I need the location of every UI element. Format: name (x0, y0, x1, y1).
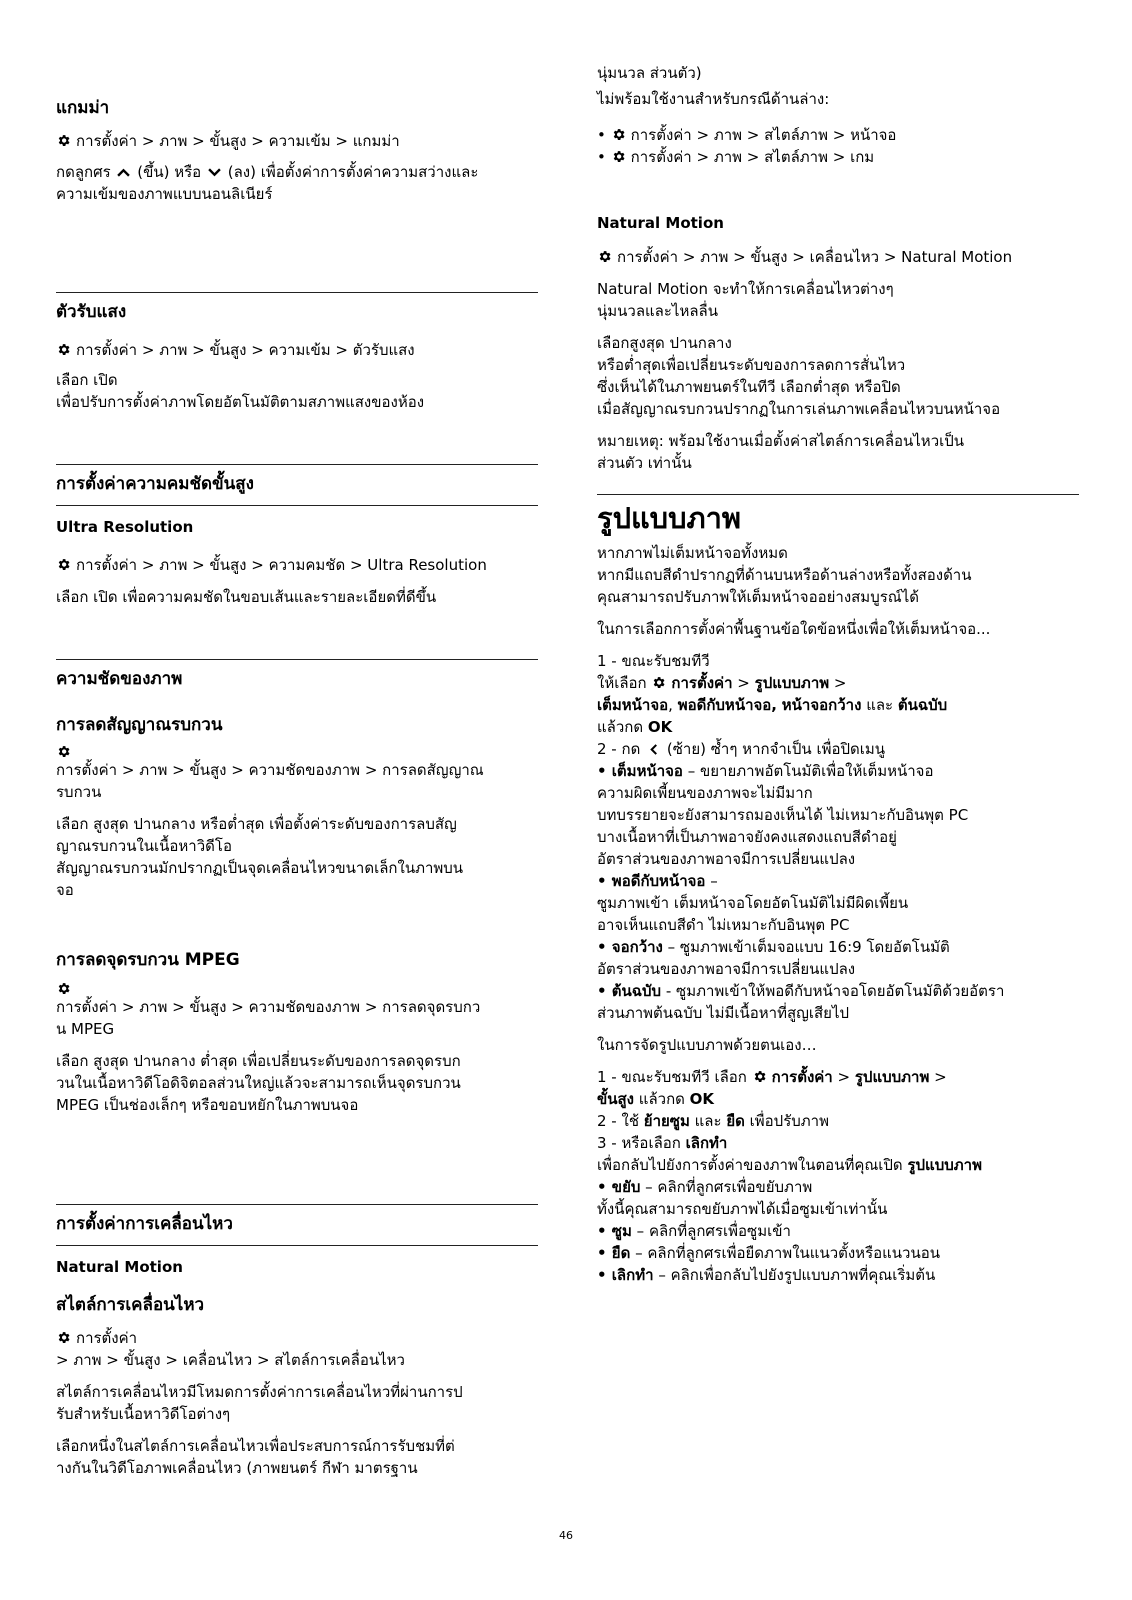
light-sensor-description: เลือก เปิด เพื่อปรับการตั้งค่าภาพโดยอัตโนมัติตามสภาพแสงของห้อง (56, 371, 425, 411)
gear-icon (611, 149, 626, 164)
section-title: การตั้งค่าความคมชัดขั้นสูง (56, 473, 538, 506)
settings-path: การตั้งค่า > ภาพ > ขั้นสูง > ความเข้ม > ตัวรับแสง (56, 339, 538, 361)
gear-icon (597, 249, 612, 264)
settings-path: การตั้งค่า > ภาพ > ขั้นสูง > ความเข้ม > แกมม่า (56, 130, 538, 152)
left-column (56, 62, 538, 1479)
motion-style-description: สไตล์การเคลื่อนไหวมีโหมดการตั้งค่าการเคลื่อนไหวที่ผ่านการป รับสำหรับเนื้อหาวิดีโอต่างๆ (56, 1383, 463, 1423)
subsection-title-noise: การลดสัญญาณรบกวน (56, 715, 223, 735)
motion-style-title: สไตล์การเคลื่อนไหว (56, 1295, 205, 1315)
chevron-left-icon (647, 744, 660, 755)
page-title: รูปแบบภาพ (597, 501, 742, 535)
settings-path: การตั้งค่า > ภาพ > ขั้นสูง > ความคมชัด > Ultra Resolution (56, 554, 538, 576)
settings-path: การตั้งค่า > ภาพ > ขั้นสูง > ความชัดของภาพ > การลดสัญญาณ รบกวน (56, 744, 538, 803)
natural-motion-description: Natural Motion จะทำให้การเคลื่อนไหวต่างๆ นุ่มนวลและไหลลื่น (597, 280, 894, 320)
gamma-description: กดลูกศร (ขึ้น) หรือ (ลง) เพื่อตั้งค่าการตั้งค่าความสว่างและ ความเข้มของภาพแบบนอนลิเนียร์ (56, 163, 479, 203)
sharpness-description: เลือก เปิด เพื่อความคมชัดในขอบเส้นและรายละเอียดที่ดีขึ้น (56, 588, 437, 606)
subsection-title-mpeg: การลดจุดรบกวน MPEG (56, 950, 240, 970)
gear-icon (611, 127, 626, 142)
section-natural-motion (597, 212, 1079, 494)
subsection-title: Natural Motion (597, 214, 724, 232)
section-title: ความชัดของภาพ (56, 669, 183, 689)
gear-icon (56, 557, 71, 572)
section-picture-format (597, 494, 1079, 1286)
gear-icon (651, 675, 666, 690)
right-column (597, 62, 1079, 1286)
format-basic-steps: 1 - ขณะรับชมทีวี ให้เลือก การตั้งค่า > รูปแบบภาพ > เต็มหน้าจอ, พอดีกับหน้าจอ, หน้าจอกว้าง และ ต้นฉบับ แล้วกด OK 2 - กด (ซ้าย) ซ้ำๆ หากจำเป็น เพื่อปิดเมนู • เต็มหน้าจอ – ขยายภาพอัตโนมัติเพื่อให้เต็มหน้าจอ ความผิดเพี้ยนของภาพจะไม่มีมาก บทบรรยายจะยังสามารถมองเห็นได้ ไม่เหมาะกับอินพุต PC บางเนื้อหาที่เป็นภาพอาจยังคงแสดงแถบสีดำอยู่ อัตราส่วนของภาพอาจมีการเปลี่ยนแปลง • พอดีกับหน้าจอ – ซูมภาพเข้า เต็มหน้าจอโดยอัตโนมัติไม่มีผิดเพี้ยน อาจเห็นแถบสีดำ ไม่เหมาะกับอินพุต PC • จอกว้าง – ซูมภาพเข้าเต็มจอแบบ 16:9 โดยอัตโนมัติ อัตราส่วนของภาพอาจมีการเปลี่ยนแปลง • ต้นฉบับ - ซูมภาพเข้าให้พอดีกับหน้าจอโดยอัตโนมัติด้วยอัตรา ส่วนภาพต้นฉบับ ไม่มีเนื้อหาที่สูญเสียไป (597, 652, 1005, 1022)
noise-description: เลือก สูงสุด ปานกลาง หรือต่ำสุด เพื่อตั้งค่าระดับของการลบสัญ ญาณรบกวนในเนื้อหาวิดีโอ สัญญาณรบกวนมักปรากฏเป็นจุดเคลื่อนไหวขนาดเล็กในภาพบน จอ (56, 815, 464, 899)
section-title: ตัวรับแสง (56, 302, 127, 322)
section-title: แกมม่า (56, 98, 110, 118)
format-intro: หากภาพไม่เต็มหน้าจอทั้งหมด หากมีแถบสีดำปรากฏที่ด้านบนหรือด้านล่างหรือทั้งสองด้าน คุณสามารถปรับภาพให้เต็มหน้าจออย่างสมบูรณ์ได้ (597, 544, 972, 606)
gear-icon (752, 1069, 767, 1084)
gear-icon (56, 1330, 71, 1345)
natural-motion-note: หมายเหตุ: พร้อมใช้งานเมื่อตั้งค่าสไตล์การเคลื่อนไหวเป็น ส่วนตัว เท่านั้น (597, 432, 965, 472)
gear-icon (56, 342, 71, 357)
settings-path: การตั้งค่า > ภาพ > ขั้นสูง > เคลื่อนไหว > สไตล์การเคลื่อนไหว (56, 1329, 405, 1369)
mpeg-description: เลือก สูงสุด ปานกลาง ต่ำสุด เพื่อเปลี่ยนระดับของการลดจุดรบก วนในเนื้อหาวิดีโอดิจิตอลส่วนใหญ่แล้วจะสามารถเห็นจุดรบกวน MPEG เป็นช่องเล็กๆ หรือขอบหยักในภาพบนจอ (56, 1052, 461, 1114)
section-title: การตั้งค่าการเคลื่อนไหว (56, 1213, 538, 1246)
gear-icon (56, 981, 71, 996)
page-number: 46 (559, 1529, 573, 1542)
section-picture-clarity (56, 659, 538, 1204)
settings-path: การตั้งค่า > ภาพ > ขั้นสูง > ความชัดของภาพ > การลดจุดรบกว น MPEG (56, 981, 538, 1040)
section-gamma (56, 62, 538, 292)
format-basic-intro: ในการเลือกการตั้งค่าพื้นฐานข้อใดข้อหนึ่งเพื่อให้เต็มหน้าจอ... (597, 620, 991, 638)
section-advanced-sharpness (56, 464, 538, 659)
section-light-sensor (56, 292, 538, 464)
motion-style-description-2: เลือกหนึ่งในสไตล์การเคลื่อนไหวเพื่อประสบการณ์การรับชมที่ต่ างกันในวิดีโอภาพเคลื่อนไหว (ภาพยนตร์ กีฬา มาตรฐาน (56, 1437, 455, 1477)
gear-icon (56, 133, 71, 148)
section-motion-settings (56, 1204, 538, 1479)
subsection-title: Natural Motion (56, 1258, 183, 1276)
format-manual-intro: ในการจัดรูปแบบภาพด้วยตนเอง… (597, 1036, 817, 1054)
settings-path: การตั้งค่า > ภาพ > ขั้นสูง > เคลื่อนไหว > Natural Motion (597, 246, 1079, 268)
chevron-up-icon (117, 167, 130, 178)
format-manual-steps: 1 - ขณะรับชมทีวี เลือก การตั้งค่า > รูปแบบภาพ > ขั้นสูง แล้วกด OK 2 - ใช้ ย้ายซูม และ ยืด เพื่อปรับภาพ 3 - หรือเลือก เลิกทำ เพื่อกลับไปยังการตั้งค่าของภาพในตอนที่คุณเปิด รูปแบบภาพ • ขยับ – คลิกที่ลูกศรเพื่อขยับภาพ ทั้งนี้คุณสามารถขยับภาพได้เมื่อซูมเข้าเท่านั้น • ซูม – คลิกที่ลูกศรเพื่อซูมเข้า • ยืด – คลิกที่ลูกศรเพื่อยืดภาพในแนวตั้งหรือแนวนอน • เลิกทำ – คลิกเพื่อกลับไปยังรูปแบบภาพที่คุณเริ่มต้น (597, 1068, 982, 1284)
chevron-down-icon (208, 167, 221, 178)
gear-icon (56, 744, 71, 759)
subsection-title: Ultra Resolution (56, 518, 194, 536)
bullet-item: • การตั้งค่า > ภาพ > สไตล์ภาพ > หน้าจอ (597, 126, 897, 144)
motion-style-continued: นุ่มนวล ส่วนตัว) ไม่พร้อมใช้งานสำหรับกรณีด้านล่าง: • การตั้งค่า > ภาพ > สไตล์ภาพ > หน้าจอ • การตั้งค่า > ภาพ > สไตล์ภาพ > เกม (597, 62, 1079, 168)
natural-motion-levels: เลือกสูงสุด ปานกลาง หรือต่ำสุดเพื่อเปลี่ยนระดับของการลดการสั่นไหว ซึ่งเห็นได้ในภาพยนตร์ในทีวี เลือกต่ำสุด หรือปิด เมื่อสัญญาณรบกวนปรากฏในการเล่นภาพเคลื่อนไหวบนหน้าจอ (597, 334, 1001, 418)
bullet-item: • การตั้งค่า > ภาพ > สไตล์ภาพ > เกม (597, 148, 875, 166)
